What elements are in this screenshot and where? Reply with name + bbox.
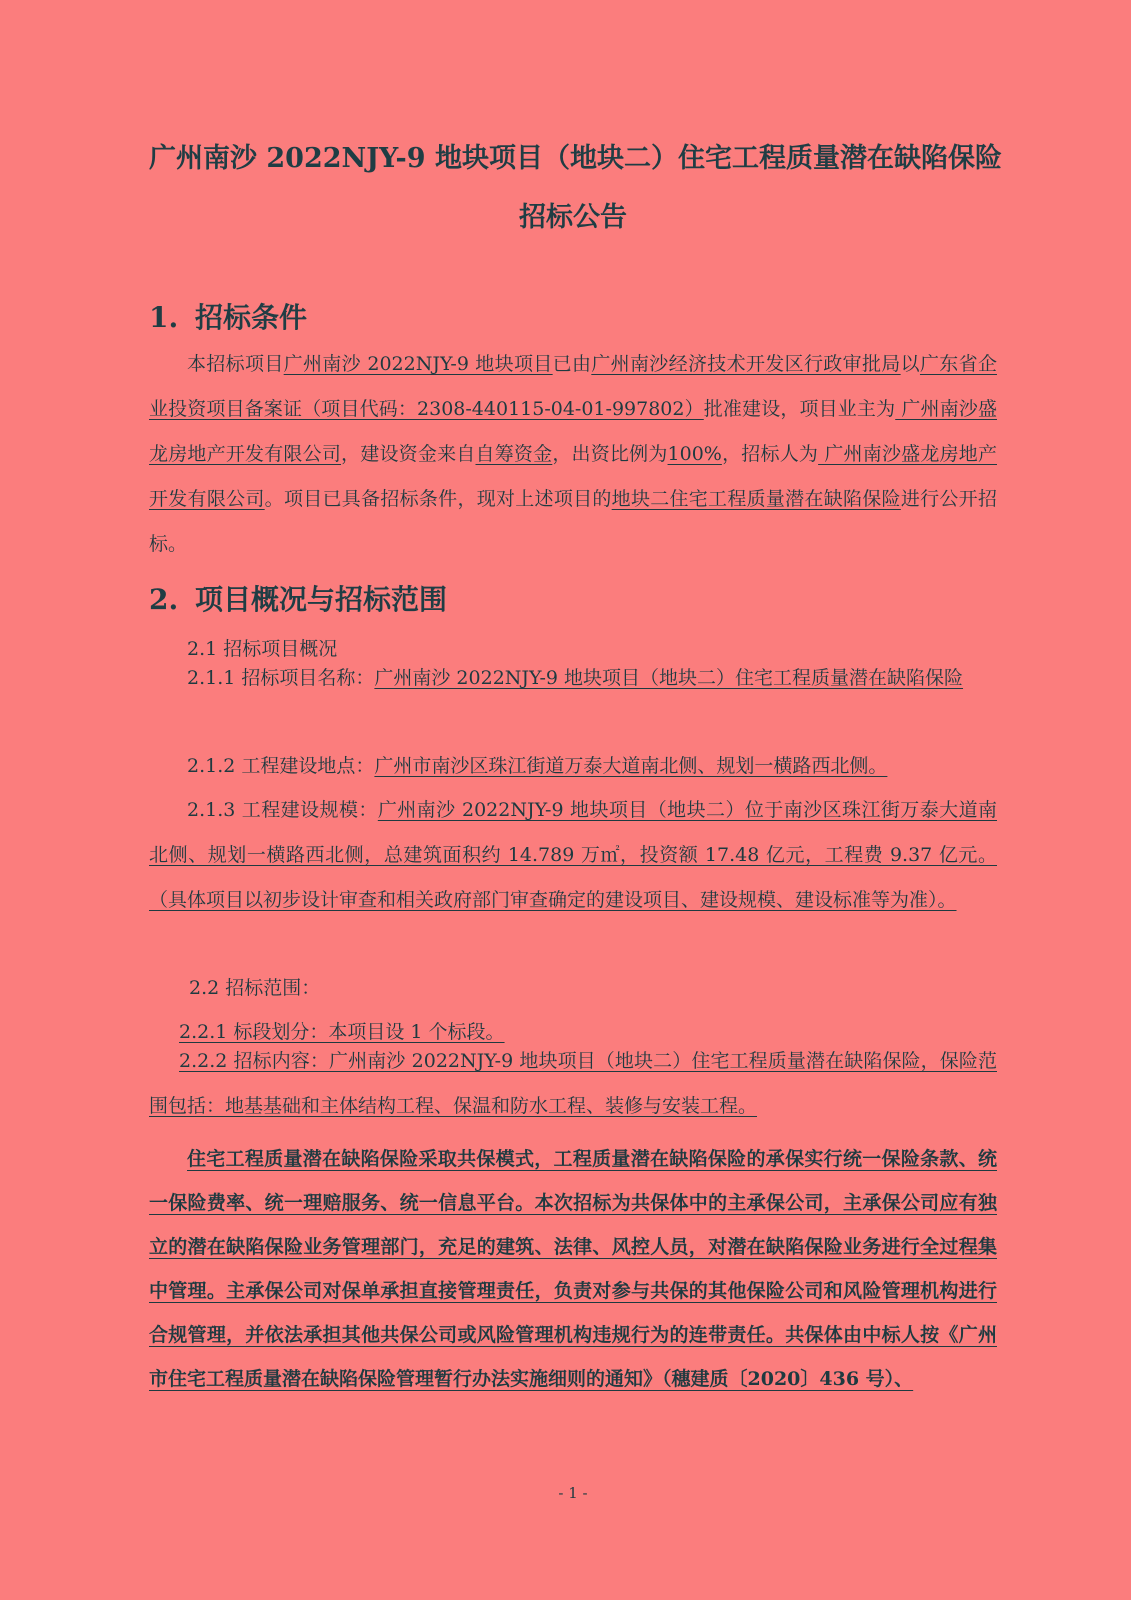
text-segment: 以	[900, 353, 920, 375]
text-segment: 已由	[552, 353, 592, 375]
section-1-heading	[149, 296, 307, 336]
section-number: 2.	[149, 583, 179, 616]
text-segment: ，建设资金来自	[341, 443, 476, 465]
subsection-2-1-1	[149, 656, 997, 701]
project-full-name: 广州南沙 2022NJY-9 地块项目（地块二）住宅工程质量潜在缺陷保险	[374, 667, 964, 689]
text-segment: 进行公开招标。	[149, 488, 997, 555]
tender-item: 地块二住宅工程质量潜在缺陷保险	[611, 488, 901, 510]
section-number: 1.	[149, 301, 179, 334]
fund-source: 自筹资金	[475, 443, 553, 465]
funding-ratio: 100%	[667, 443, 722, 465]
subsection-2-1-3	[149, 788, 997, 923]
project-name: 广州南沙 2022NJY-9 地块项目	[283, 353, 553, 375]
construction-location: 广州市南沙区珠江街道万泰大道南北侧、规划一横路西北侧。	[374, 755, 888, 777]
section-2-heading	[149, 578, 447, 618]
document-subtitle: 招标公告	[519, 202, 627, 233]
co-insurance-paragraph: 住宅工程质量潜在缺陷保险采取共保模式，工程质量潜在缺陷保险的承保实行统一保险条款、统一保险费率、统一理赔服务、统一信息平台。本次招标为共保体中的主承保公司，主承保公司应有独立的潜在缺陷保险业务管理部门，充足的建筑、法律、风控人员，对潜在缺陷保险业务进行全过程集中管理。主承保公司对保单承担直接管理责任，负责对参与共保的其他保险公司和风险管理机构进行合规管理，并依法承担其他共保公司或风险管理机构违规行为的连带责任。共保体由中标人按《广州市住宅工程质量潜在缺陷保险管理暂行办法实施细则的通知》（穗建质〔2020〕436 号）、	[149, 1148, 997, 1390]
text-segment: ，出资比例为	[552, 443, 668, 465]
subsection-2-1-2	[149, 744, 997, 789]
construction-scale: 广州南沙 2022NJY-9 地块项目（地块二）位于南沙区珠江街万泰大道南北侧、规划一横路西北侧，总建筑面积约 14.789 万㎡，投资额 17.48 亿元，工程费 9.37 亿元。（具体项目以初步设计审查和相关政府部门审查确定的建设项目、建设规模、建设标准等为准）。	[149, 799, 997, 911]
item-label: 2.1.1 招标项目名称：	[187, 667, 375, 689]
text-segment: 批准建设，项目业主为	[703, 398, 896, 420]
document-page	[149, 0, 1002, 1600]
section-1-paragraph	[149, 342, 997, 567]
approver-name: 广州南沙经济技术开发区行政审批局	[591, 353, 901, 375]
document-title: 广州南沙 2022NJY-9 地块项目（地块二）住宅工程质量潜在缺陷保险	[149, 143, 1002, 174]
text-segment: ，招标人为	[721, 443, 819, 465]
item-label: 2.1.2 工程建设地点：	[187, 755, 375, 777]
section-title: 项目概况与招标范围	[195, 583, 448, 616]
section-title: 招标条件	[195, 301, 308, 334]
text-segment: 。项目已具备招标条件，现对上述项目的	[264, 488, 612, 510]
text-segment: 本招标项目	[187, 353, 284, 375]
tenderer-name: 广州南沙盛龙房地产开发有限公司	[149, 443, 997, 510]
subsection-2-2: 2.2 招标范围：	[189, 977, 321, 999]
subsection-2-1: 2.1 招标项目概况	[187, 638, 338, 660]
subsection-2-2-1: 2.2.1 标段划分：本项目设 1 个标段。	[179, 1021, 505, 1043]
page-number: - 1 -	[558, 1484, 588, 1502]
project-owner: 广州南沙盛龙房地产开发有限公司	[149, 398, 997, 465]
subsection-2-2-2: 2.2.2 招标内容：广州南沙 2022NJY-9 地块项目（地块二）住宅工程质量潜在缺陷保险，保险范围包括：地基基础和主体结构工程、保温和防水工程、装修与安装工程。	[149, 1050, 997, 1117]
approval-document: 广东省企业投资项目备案证（项目代码：2308-440115-04-01-997802）	[149, 353, 997, 420]
item-label: 2.1.3 工程建设规模：	[187, 799, 378, 821]
